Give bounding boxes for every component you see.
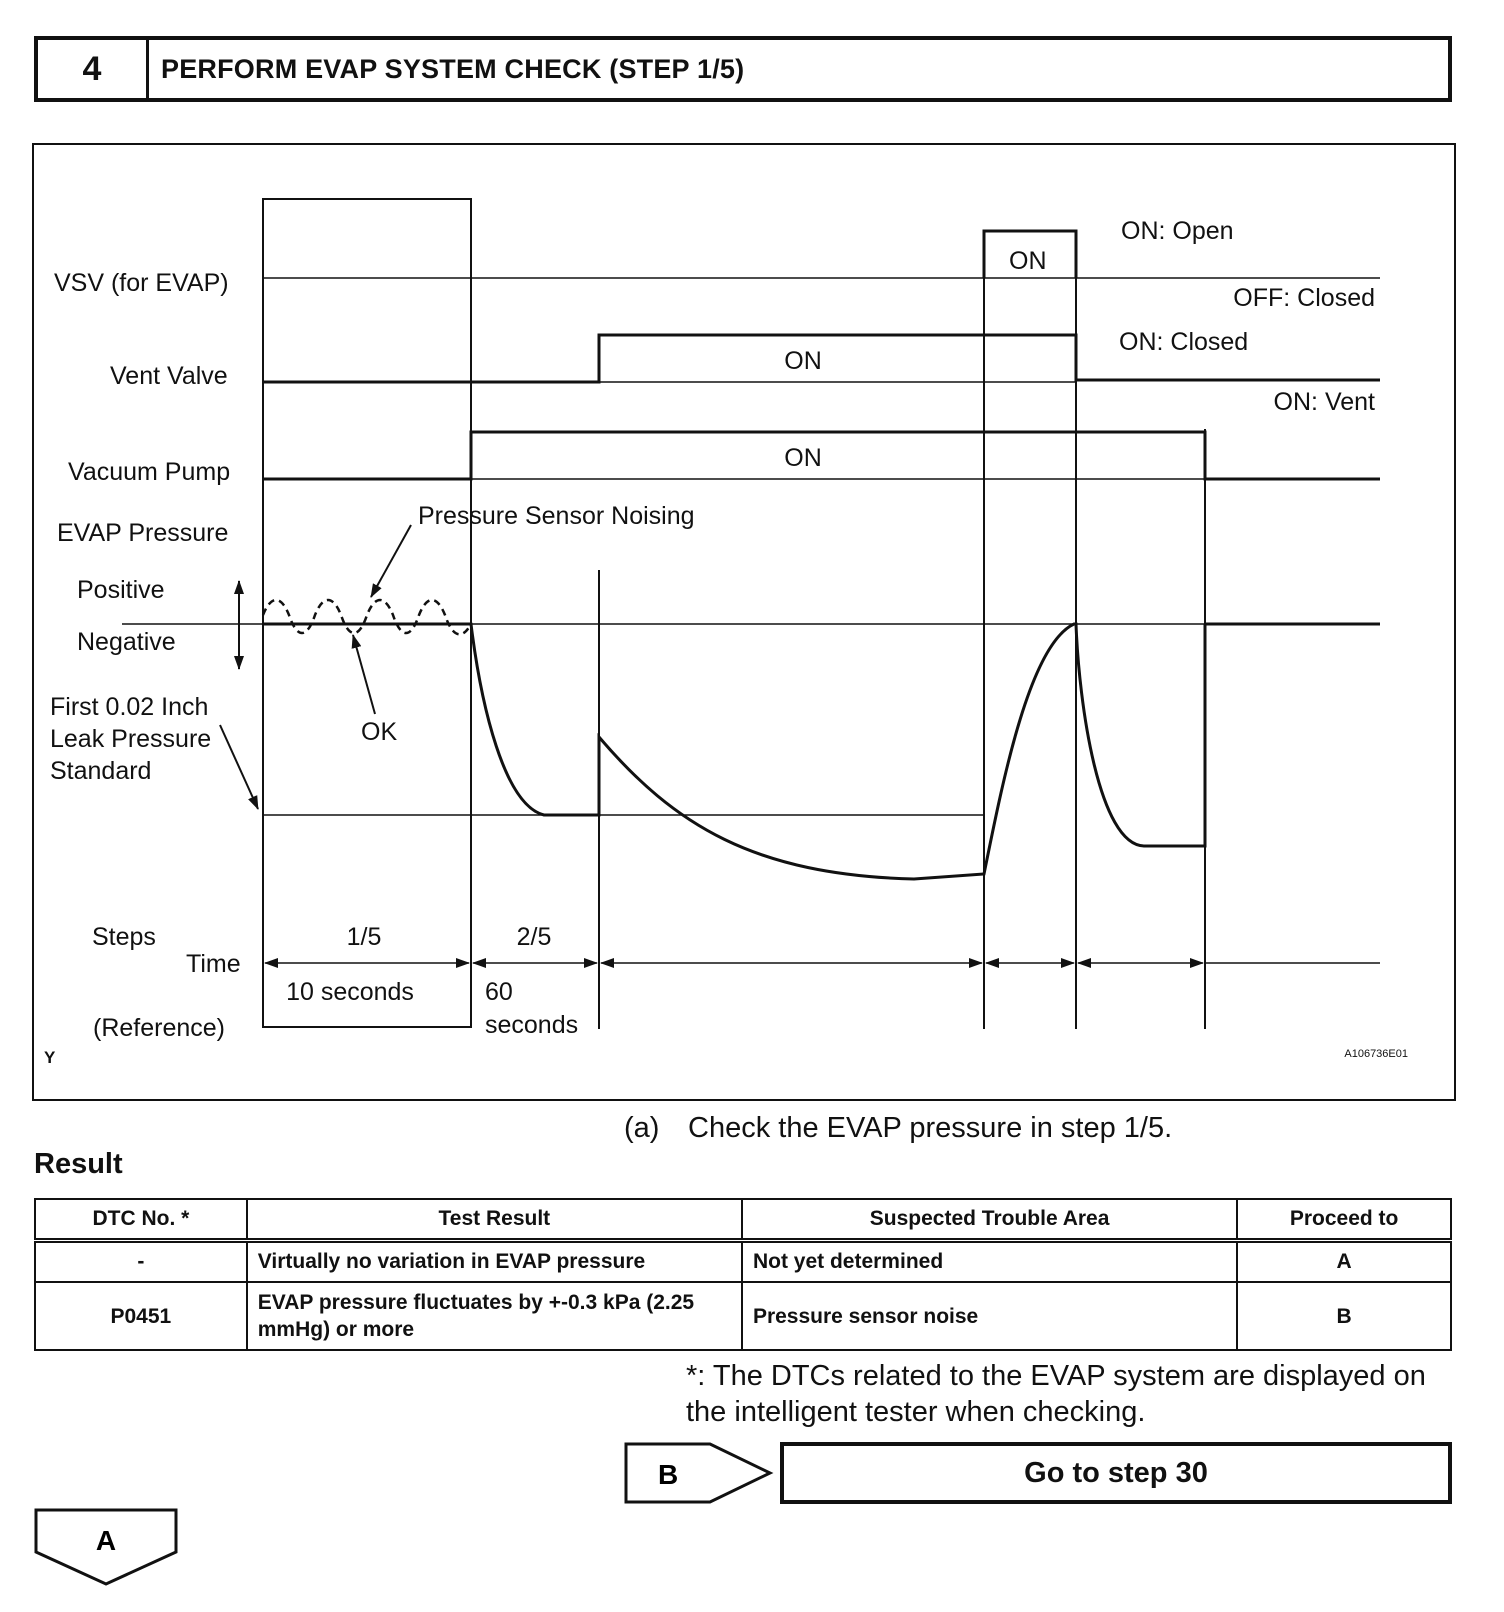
vent-valve-label: Vent Valve [110,362,228,390]
vsv-on-open-note: ON: Open [1121,217,1234,245]
ok-annotation: OK [361,718,398,746]
header-suspected-area: Suspected Trouble Area [742,1199,1237,1241]
reference-label: (Reference) [93,1014,225,1042]
timing-diagram [32,143,1456,1101]
header-proceed-to: Proceed to [1237,1199,1451,1241]
instruction [624,1112,1172,1145]
time-seconds: seconds [485,1011,579,1039]
cell-test-result: EVAP pressure fluctuates by +-0.3 kPa (2.25 mmHg) or more [247,1282,742,1350]
figure-id: A106736E01 [1344,1048,1408,1060]
branch-b-button[interactable] [624,1442,774,1504]
pump-on-label: ON [784,444,822,472]
table-row [35,1282,1451,1350]
step-header [34,36,1452,102]
step-2-5-label: 2/5 [516,923,552,951]
time-10-seconds: 10 seconds [286,978,414,1006]
step-number: 4 [38,40,149,98]
instruction-label: (a) [624,1112,660,1144]
step-title: PERFORM EVAP SYSTEM CHECK (STEP 1/5) [161,53,745,84]
branch-b-label: B [658,1459,679,1490]
cell-suspected-area: Not yet determined [742,1241,1237,1283]
vsv-label: VSV (for EVAP) [54,269,229,297]
leak-std-line1: First 0.02 Inch [50,693,209,721]
steps-label: Steps [92,923,156,951]
leak-std-line2: Leak Pressure [50,725,212,753]
noise-pointer [371,525,411,597]
table-header-row [35,1199,1451,1241]
cell-suspected-area: Pressure sensor noise [742,1282,1237,1350]
negative-label: Negative [77,628,176,656]
vent-on-vent-note: ON: Vent [1273,388,1375,416]
positive-label: Positive [77,576,165,604]
footnote: *: The DTCs related to the EVAP system are displayed on the intelligent tester when checking. [686,1360,1426,1428]
vacuum-pump-label: Vacuum Pump [68,458,231,486]
leak-std-line3: Standard [50,757,152,785]
header-dtc-no: DTC No. * [35,1199,247,1241]
instruction-text: Check the EVAP pressure in step 1/5. [688,1112,1173,1144]
vent-on-label: ON [784,347,822,375]
header-test-result: Test Result [247,1199,742,1241]
vsv-off-closed-note: OFF: Closed [1233,284,1375,312]
timing-diagram-svg [34,145,1454,1099]
evap-pressure-label: EVAP Pressure [57,519,229,547]
step-1-box [263,199,471,1027]
result-heading: Result [34,1148,123,1180]
table-row [35,1241,1451,1283]
cell-proceed: B [1237,1282,1451,1350]
vent-on-closed-note: ON: Closed [1119,328,1249,356]
leak-std-pointer [220,725,258,809]
time-label: Time [186,950,241,978]
branch-a-button[interactable] [34,1508,178,1586]
noise-annotation: Pressure Sensor Noising [418,502,695,530]
vsv-on-label: ON [1009,247,1047,275]
evap-pressure-trace [263,624,1205,879]
ok-pointer [353,635,375,714]
result-table [34,1198,1452,1351]
branch-a-label: A [95,1525,117,1556]
time-60: 60 [485,978,513,1006]
cell-test-result: Virtually no variation in EVAP pressure [247,1241,742,1283]
corner-mark: Y [44,1048,56,1067]
cell-dtc: P0451 [35,1282,247,1350]
cell-dtc: - [35,1241,247,1283]
step-1-5-label: 1/5 [346,923,382,951]
goto-step-30-link[interactable]: Go to step 30 [780,1442,1452,1504]
noise-wave [263,600,471,634]
cell-proceed: A [1237,1241,1451,1283]
